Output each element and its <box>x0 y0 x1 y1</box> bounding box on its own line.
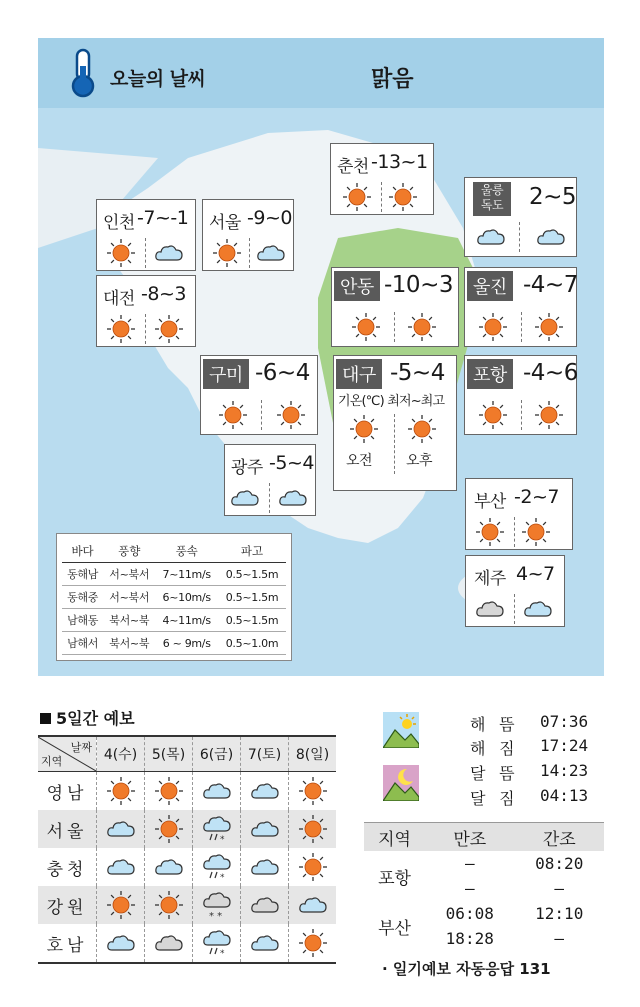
divider <box>269 483 270 513</box>
table-row <box>62 563 286 586</box>
svg-text:*: * <box>219 873 224 882</box>
city-temp: -5~4 <box>390 360 445 386</box>
tide-high-1: 06:08 <box>445 904 494 923</box>
city-name: 울진 <box>467 271 513 301</box>
city-card-jeju <box>465 555 565 627</box>
cloud-icon <box>105 814 137 844</box>
sunrise-mountain-icon <box>383 712 419 748</box>
sea-header-area: 바다 <box>62 540 103 563</box>
pm-cloud-icon <box>535 222 567 252</box>
forecast-region: 충청 <box>38 848 97 886</box>
forecast-cell <box>241 810 289 848</box>
tide-header-region: 지역 <box>364 823 425 852</box>
sea-conditions-table <box>56 533 292 661</box>
forecast-header-row <box>38 736 336 772</box>
pm-sun-icon <box>406 312 438 342</box>
weather-summary: 맑음 <box>371 67 414 92</box>
table-row <box>364 901 604 926</box>
forecast-cell <box>289 848 337 886</box>
svg-text:*: * <box>219 835 224 844</box>
sea-cell: 동해중 <box>62 586 103 609</box>
divider <box>521 312 522 342</box>
city-name: 대구 <box>336 359 382 389</box>
city-temp: -4~7 <box>523 272 578 298</box>
city-temp: -5~4 <box>269 452 314 474</box>
divider <box>394 312 395 342</box>
overcast-icon <box>153 928 185 958</box>
city-name: 인천 <box>103 213 135 233</box>
sea-header-wind-speed: 풍속 <box>155 540 218 563</box>
city-card-gumi <box>200 355 318 435</box>
tide-table <box>364 822 604 951</box>
pm-cloud-icon <box>522 594 554 624</box>
forecast-region: 영남 <box>38 772 97 811</box>
cloud-icon <box>153 852 185 882</box>
city-card-chuncheon <box>330 143 434 215</box>
rain-snow-icon <box>201 852 233 882</box>
forecast-day: 8(일) <box>289 736 337 772</box>
city-temp: -13~1 <box>371 151 428 173</box>
forecast-row-chungcheong <box>38 848 336 886</box>
am-sun-icon <box>105 238 137 268</box>
forecast-cell <box>241 848 289 886</box>
weather-map-panel <box>38 38 604 676</box>
divider <box>521 400 522 430</box>
am-cloud-icon <box>475 222 507 252</box>
sea-cell: 서~북서 <box>103 563 155 586</box>
forecast-corner <box>38 736 97 772</box>
cloud-icon <box>297 890 329 920</box>
am-cloud-icon <box>229 483 261 513</box>
city-name-line1: 울릉 <box>480 183 504 197</box>
svg-text:* *: * * <box>208 911 222 920</box>
forecast-region: 호남 <box>38 924 97 963</box>
page-title: 오늘의 날씨 <box>110 68 206 90</box>
am-sun-icon <box>350 312 382 342</box>
forecast-cell <box>241 772 289 811</box>
forecast-cell <box>289 772 337 811</box>
city-temp: -4~6 <box>523 360 578 386</box>
pm-cloud-icon <box>153 238 185 268</box>
am-sun-icon <box>341 182 373 212</box>
city-name: 포항 <box>467 359 513 389</box>
forecast-day: 4(수) <box>97 736 145 772</box>
forecast-day: 7(토) <box>241 736 289 772</box>
legend-am-label: 오전 <box>346 453 373 469</box>
pm-sun-icon <box>406 414 438 444</box>
tide-low-1: 12:10 <box>535 904 584 923</box>
forecast-cell <box>97 810 145 848</box>
sun-icon <box>105 776 137 806</box>
sea-cell: 북서~북 <box>103 609 155 632</box>
forecast-cell <box>289 810 337 848</box>
forecast-region: 서울 <box>38 810 97 848</box>
forecast-title <box>40 706 135 729</box>
tide-high-2: – <box>464 879 475 898</box>
forecast-cell <box>97 886 145 924</box>
am-overcast-icon <box>474 594 506 624</box>
city-name: 광주 <box>231 458 263 478</box>
sea-cell: 6~10m/s <box>155 586 218 609</box>
sun-icon <box>105 890 137 920</box>
city-name: 춘천 <box>337 157 369 177</box>
corner-date-label: 날짜 <box>70 741 92 754</box>
sun-icon <box>153 776 185 806</box>
auto-response-footer: · 일기예보 자동응답 131 <box>382 960 551 978</box>
city-card-gwangju <box>224 444 316 516</box>
tide-region: 포항 <box>378 868 411 888</box>
sun-icon <box>297 814 329 844</box>
divider <box>394 414 395 474</box>
am-sun-icon <box>105 314 137 344</box>
sea-cell: 6 ~ 9m/s <box>155 632 218 655</box>
city-card-incheon <box>96 199 196 271</box>
forecast-cell <box>145 924 193 963</box>
sun-icon <box>297 852 329 882</box>
moonrise-time: 14:23 <box>540 761 589 780</box>
divider <box>145 314 146 344</box>
city-card-andong <box>331 267 459 347</box>
corner-region-label: 지역 <box>41 755 63 768</box>
divider <box>249 238 250 268</box>
sea-cell: 4~11m/s <box>155 609 218 632</box>
sunrise-time: 07:36 <box>540 712 589 731</box>
forecast-day: 5(목) <box>145 736 193 772</box>
forecast-cell <box>145 886 193 924</box>
sun-icon <box>153 814 185 844</box>
tide-header-row <box>364 823 604 852</box>
city-card-daejeon <box>96 275 196 347</box>
legend-temp-label: 기온(℃) 최저~최고 <box>338 394 445 409</box>
divider <box>514 594 515 624</box>
sun-icon <box>297 776 329 806</box>
sea-header-wind-dir: 풍향 <box>103 540 155 563</box>
forecast-region: 강원 <box>38 886 97 924</box>
city-temp: 4~7 <box>516 563 555 585</box>
forecast-cell <box>193 848 241 886</box>
pm-sun-icon <box>533 400 565 430</box>
forecast-row-yeongnam <box>38 772 336 811</box>
forecast-row-seoul <box>38 810 336 848</box>
cloud-icon <box>249 928 281 958</box>
city-card-ulleung <box>464 177 577 257</box>
city-temp: 2~5 <box>529 184 577 210</box>
city-temp: -8~3 <box>141 283 186 305</box>
pm-cloud-icon <box>255 238 287 268</box>
city-card-pohang <box>464 355 577 435</box>
pm-sun-icon <box>533 312 565 342</box>
overcast-icon <box>249 890 281 920</box>
moonrise-label: 달 뜸 <box>470 764 517 783</box>
sea-cell: 0.5~1.5m <box>218 586 286 609</box>
table-row <box>364 851 604 876</box>
sea-cell: 서~북서 <box>103 586 155 609</box>
sea-cell: 동해남 <box>62 563 103 586</box>
forecast-cell <box>241 924 289 963</box>
tide-high-2: 18:28 <box>445 929 494 948</box>
tide-low-1: 08:20 <box>535 854 584 873</box>
forecast-row-gangwon <box>38 886 336 924</box>
city-card-uljin <box>464 267 577 347</box>
city-temp: -6~4 <box>255 360 310 386</box>
forecast-cell <box>145 848 193 886</box>
table-row <box>62 632 286 655</box>
divider <box>381 182 382 212</box>
tide-header-high: 만조 <box>425 823 514 852</box>
square-bullet-icon <box>40 713 51 724</box>
forecast-cell <box>97 924 145 963</box>
forecast-cell <box>97 848 145 886</box>
am-sun-icon <box>217 400 249 430</box>
am-sun-icon <box>348 414 380 444</box>
sea-cell: 7~11m/s <box>155 563 218 586</box>
snow-icon <box>201 890 233 920</box>
forecast-cell <box>289 886 337 924</box>
sun-icon <box>297 928 329 958</box>
forecast-cell <box>193 772 241 811</box>
city-name: 부산 <box>474 492 506 512</box>
sea-cell: 북서~북 <box>103 632 155 655</box>
legend-pm-label: 오후 <box>406 453 433 469</box>
table-row <box>62 586 286 609</box>
am-sun-icon <box>211 238 243 268</box>
forecast-cell <box>97 772 145 811</box>
sea-cell: 남해서 <box>62 632 103 655</box>
forecast-cell <box>241 886 289 924</box>
am-sun-icon <box>477 312 509 342</box>
city-temp: -2~7 <box>514 486 559 508</box>
city-name: 구미 <box>203 359 249 389</box>
sunrise-label: 해 뜸 <box>470 715 517 734</box>
forecast-cell <box>289 924 337 963</box>
tide-high-1: – <box>464 854 475 873</box>
sea-cell: 0.5~1.5m <box>218 563 286 586</box>
city-card-daegu <box>333 355 457 491</box>
city-card-busan <box>465 478 573 550</box>
moonrise-mountain-icon <box>383 765 419 801</box>
forecast-table <box>38 735 336 964</box>
city-temp: -10~3 <box>384 272 453 298</box>
sea-cell: 0.5~1.5m <box>218 609 286 632</box>
tide-region: 부산 <box>378 918 411 938</box>
forecast-cell <box>193 886 241 924</box>
city-name-line2: 독도 <box>480 198 504 212</box>
sea-cell: 남해동 <box>62 609 103 632</box>
divider <box>519 222 520 252</box>
city-temp: -9~0 <box>247 207 292 229</box>
moonset-time: 04:13 <box>540 786 589 805</box>
forecast-cell <box>193 810 241 848</box>
cloud-icon <box>249 814 281 844</box>
pm-sun-icon <box>275 400 307 430</box>
tide-low-2: – <box>554 879 565 898</box>
cloud-icon <box>105 928 137 958</box>
moonset-label: 달 짐 <box>470 789 517 808</box>
city-name: 서울 <box>209 213 241 233</box>
cloud-icon <box>249 776 281 806</box>
cloud-icon <box>249 852 281 882</box>
pm-sun-icon <box>387 182 419 212</box>
am-sun-icon <box>474 517 506 547</box>
city-card-seoul <box>202 199 294 271</box>
city-name: 제주 <box>474 569 506 589</box>
forecast-cell <box>193 924 241 963</box>
forecast-title-text: 5일간 예보 <box>56 709 135 728</box>
city-name: 대전 <box>103 289 135 309</box>
forecast-day: 6(금) <box>193 736 241 772</box>
forecast-row-honam <box>38 924 336 963</box>
divider <box>514 517 515 547</box>
svg-text:*: * <box>219 949 224 958</box>
rain-snow-icon <box>201 814 233 844</box>
sunset-time: 17:24 <box>540 736 589 755</box>
forecast-cell <box>145 810 193 848</box>
tide-header-low: 간조 <box>515 823 605 852</box>
sunset-label: 해 짐 <box>470 739 517 758</box>
city-name: 안동 <box>334 271 380 301</box>
city-name <box>473 182 511 216</box>
cloud-icon <box>105 852 137 882</box>
city-temp: -7~-1 <box>137 207 189 229</box>
sea-header-wave: 파고 <box>218 540 286 563</box>
divider <box>261 400 262 430</box>
pm-cloud-icon <box>277 483 309 513</box>
cloud-icon <box>201 776 233 806</box>
forecast-cell <box>145 772 193 811</box>
am-sun-icon <box>477 400 509 430</box>
rain-snow-icon <box>201 928 233 958</box>
table-row <box>62 609 286 632</box>
divider <box>145 238 146 268</box>
pm-sun-icon <box>520 517 552 547</box>
sun-icon <box>153 890 185 920</box>
sea-cell: 0.5~1.0m <box>218 632 286 655</box>
tide-low-2: – <box>554 929 565 948</box>
pm-sun-icon <box>153 314 185 344</box>
